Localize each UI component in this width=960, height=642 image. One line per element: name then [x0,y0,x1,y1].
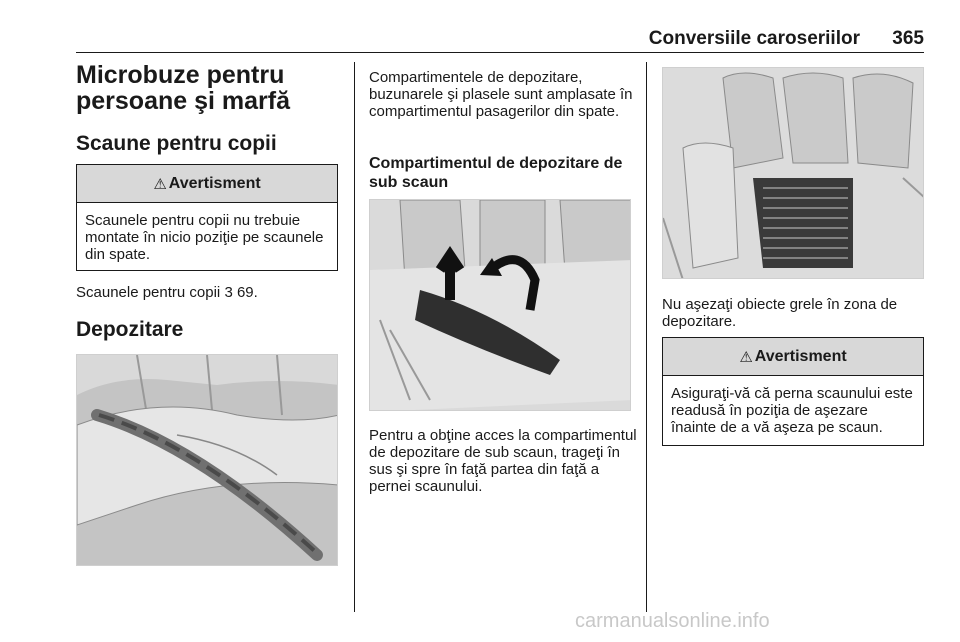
subsection-heading-child-seats: Scaune pentru copii [76,132,277,155]
page-reference-arrow-icon: 3 [224,284,233,301]
under-seat-storage-illustration-icon [369,199,631,411]
under-seat-access-instructions: Pentru a obţine acces la compartimentul de depozitare de sub scaun, trageţi în sus şi spre în faţă partea din faţă a pernei scaunului. [369,427,637,495]
open-storage-compartment-illustration-icon [662,67,924,279]
warning-title: Avertisment [754,347,847,365]
warning-box-seat-cushion [662,337,924,446]
header-rule [76,52,924,53]
watermark-text: carmanualsonline.info [575,610,770,632]
warning-triangle-icon: ⚠ [739,348,753,366]
running-header-title: Conversiile caroseriilor [648,28,860,49]
warning-header [77,165,337,203]
column-divider-left [354,62,355,612]
warning-triangle-icon: ⚠ [153,175,167,193]
cross-reference-text: Scaunele pentru copii [76,284,221,301]
warning-header [663,338,923,376]
seat-storage-illustration-icon [76,354,338,566]
warning-title: Avertisment [168,174,261,192]
cross-reference-link[interactable]: 69. [236,284,258,301]
section-heading: Microbuze pentru persoane şi marfă [76,61,290,115]
heavy-objects-note: Nu aşezaţi obiecte grele în zona de depozitare. [662,296,898,330]
column-divider-right [646,62,647,612]
page-number: 365 [892,28,924,49]
subsection-heading-storage: Depozitare [76,318,184,341]
warning-text: Asiguraţi-vă că perna scaunului este readusă în poziţia de aşezare înainte de a vă aşeza pe scaun. [671,385,913,436]
warning-text: Scaunele pentru copii nu trebuie montate în nicio poziţie pe scaunele din spate. [85,212,324,263]
storage-intro-text: Compartimentele de depozitare, buzunarele şi plasele sunt amplasate în compartimentul pasagerilor din spate. [369,69,633,120]
under-seat-storage-heading: Compartimentul de depozitare de sub scaun [369,155,623,191]
cross-reference [76,284,346,301]
warning-box-child-seats [76,164,338,271]
